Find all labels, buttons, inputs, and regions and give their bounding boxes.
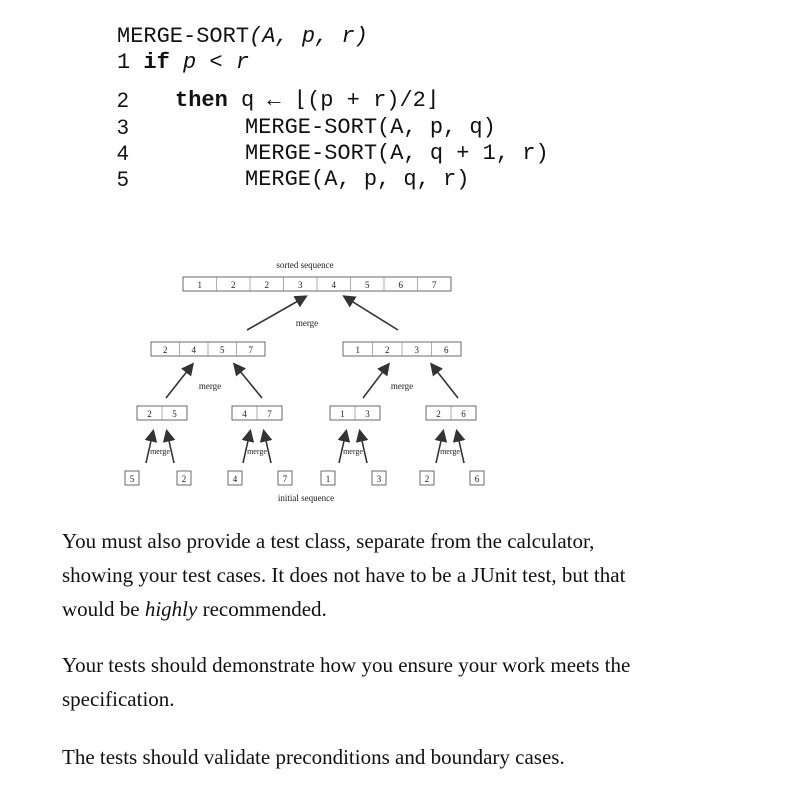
initial-element-value: 6 — [474, 474, 480, 484]
code-line-5-number: 5 — [117, 168, 129, 191]
sorted-sequence-value: 2 — [231, 280, 236, 290]
subsequence-right-value: 2 — [385, 345, 390, 355]
initial-element-value: 5 — [129, 474, 135, 484]
code-line-2-number: 2 — [117, 89, 129, 112]
paragraph-line: specification. — [62, 687, 175, 711]
merge-arrow — [432, 365, 458, 398]
merge-label: merge — [198, 381, 222, 391]
paragraph-line: Your tests should demonstrate how you ensure your work meets the — [62, 653, 631, 677]
subsequence-right-value: 6 — [444, 345, 449, 355]
initial-sequence-label: initial sequence — [277, 493, 335, 503]
paragraph-line: The tests should validate preconditions and boundary cases. — [62, 745, 565, 769]
code-line-5: MERGE(A, p, q, r) — [245, 167, 470, 192]
subsequence-left-value: 5 — [220, 345, 225, 355]
initial-element-value: 2 — [424, 474, 430, 484]
sorted-sequence-value: 2 — [264, 280, 269, 290]
subsequence-pair-value: 5 — [172, 409, 177, 419]
subsequence-left-value: 7 — [248, 345, 253, 355]
subsequence-right-value: 3 — [414, 345, 419, 355]
sorted-sequence-value: 3 — [298, 280, 303, 290]
sorted-sequence-value: 5 — [365, 280, 370, 290]
subsequence-right-value: 1 — [355, 345, 360, 355]
emphasis: highly — [144, 597, 198, 621]
initial-element-value: 4 — [232, 474, 238, 484]
initial-element-value: 3 — [376, 474, 382, 484]
subsequence-pair-value: 2 — [147, 409, 152, 419]
subsequence-pair-value: 3 — [365, 409, 370, 419]
sorted-sequence-label: sorted sequence — [276, 260, 334, 270]
paragraph-line: would be highly recommended. — [62, 597, 327, 621]
subsequence-pair-value: 6 — [461, 409, 466, 419]
pseudocode-title: MERGE-SORT(A, p, r) — [117, 24, 368, 49]
code-line-3-number: 3 — [117, 116, 129, 139]
merge-label: merge — [343, 447, 363, 456]
paragraph-tests-spec — [62, 648, 762, 716]
code-line-1: 1 if p < r — [117, 50, 250, 75]
subsequence-pair-value: 4 — [242, 409, 247, 419]
sorted-sequence-value: 6 — [398, 280, 403, 290]
merge-arrow — [235, 365, 262, 398]
initial-element-value: 2 — [181, 474, 187, 484]
sorted-sequence-value: 7 — [432, 280, 437, 290]
subsequence-pair-value: 7 — [267, 409, 272, 419]
paragraph-preconditions — [62, 740, 762, 774]
code-line-2: then q ← ⌊(p + r)/2⌋ — [175, 88, 440, 113]
merge-label: merge — [390, 381, 414, 391]
merge-label: merge — [440, 447, 460, 456]
sorted-sequence-value: 4 — [331, 280, 336, 290]
merge-label: merge — [247, 447, 267, 456]
merge-arrow — [345, 297, 398, 330]
diagram-layer — [125, 260, 484, 503]
code-line-3: MERGE-SORT(A, p, q) — [245, 115, 496, 140]
merge-arrow — [363, 365, 388, 398]
merge-label: merge — [295, 318, 319, 328]
paragraph-test-class — [62, 524, 762, 626]
merge-label: merge — [150, 447, 170, 456]
paragraph-line: showing your test cases. It does not have to be a JUnit test, but that — [62, 563, 626, 587]
initial-element-value: 7 — [282, 474, 288, 484]
subsequence-left-value: 2 — [163, 345, 168, 355]
merge-arrow — [166, 365, 192, 398]
code-line-4: MERGE-SORT(A, q + 1, r) — [245, 141, 549, 166]
sorted-sequence-value: 1 — [197, 280, 202, 290]
subsequence-left-value: 4 — [191, 345, 196, 355]
code-line-4-number: 4 — [117, 142, 129, 165]
paragraph-line: You must also provide a test class, separate from the calculator, — [62, 529, 595, 553]
initial-element-value: 1 — [325, 474, 331, 484]
subsequence-pair-value: 2 — [436, 409, 441, 419]
subsequence-pair-value: 1 — [340, 409, 345, 419]
